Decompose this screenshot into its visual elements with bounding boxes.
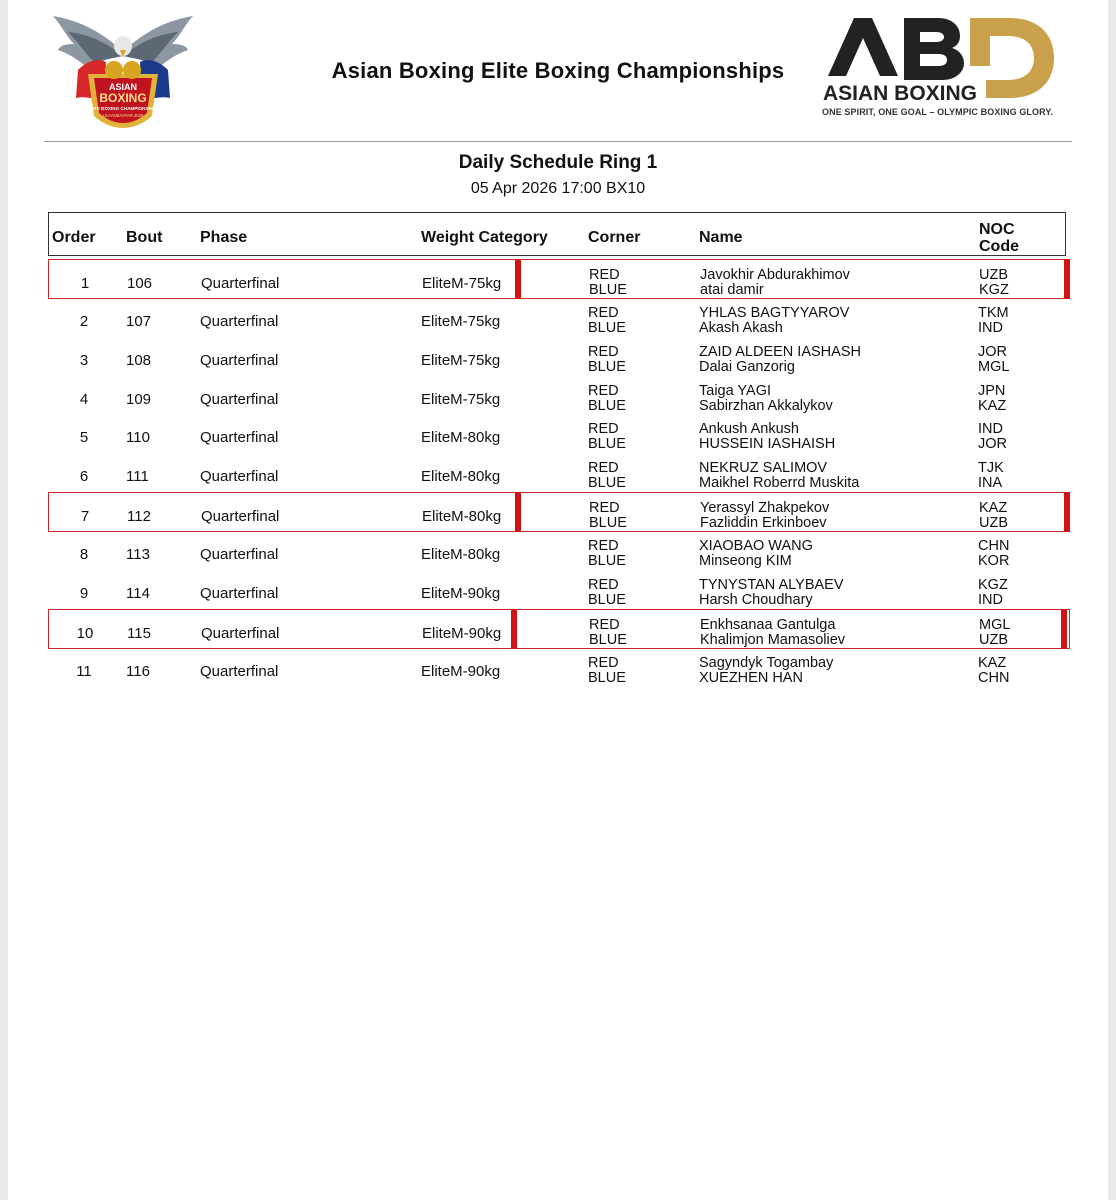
order-cell: 2 — [79, 313, 89, 330]
corner-blue: BLUE — [588, 592, 626, 608]
weight-cell: EliteM-75kg — [421, 313, 501, 330]
noc-cell — [978, 656, 1009, 686]
corner-red: RED — [588, 460, 619, 476]
red-noc-code: IND — [978, 421, 1003, 437]
corner-cell — [589, 618, 627, 648]
blue-boxer-name: Akash Akash — [699, 320, 783, 336]
table-row — [48, 298, 1070, 338]
blue-noc-code: IND — [978, 320, 1003, 336]
bout-cell: 107 — [126, 313, 152, 330]
noc-cell — [979, 501, 1008, 531]
corner-blue: BLUE — [589, 632, 627, 648]
corner-cell — [588, 384, 626, 414]
weight-cell: EliteM-75kg — [421, 352, 501, 369]
phase-cell: Quarterfinal — [201, 275, 280, 292]
noc-cell — [978, 461, 1004, 491]
logo-left-line1: ASIAN — [108, 82, 138, 92]
name-cell — [700, 501, 829, 531]
red-boxer-name: TYNYSTAN ALYBAEV — [699, 577, 844, 593]
corner-blue: BLUE — [588, 398, 626, 414]
red-boxer-name: Javokhir Abdurakhimov — [700, 267, 850, 283]
blue-boxer-name: Khalimjon Mamasoliev — [700, 632, 846, 648]
blue-boxer-name: Maikhel Roberrd Muskita — [699, 475, 860, 491]
name-cell — [700, 618, 845, 648]
blue-noc-code: KOR — [978, 553, 1010, 569]
weight-cell: EliteM-90kg — [421, 663, 501, 680]
blue-noc-code: CHN — [978, 670, 1010, 686]
red-noc-code: MGL — [979, 617, 1011, 633]
blue-boxer-name: HUSSEIN IASHAISH — [699, 436, 836, 452]
table-row — [48, 570, 1070, 610]
table-row — [48, 531, 1070, 571]
weight-cell: EliteM-90kg — [422, 625, 502, 642]
corner-red: RED — [588, 577, 619, 593]
table-row — [48, 609, 1070, 649]
corner-blue: BLUE — [588, 436, 626, 452]
bout-cell: 115 — [127, 625, 151, 642]
bout-cell: 109 — [126, 391, 152, 408]
blue-noc-code: UZB — [979, 515, 1008, 531]
weight-cell: EliteM-80kg — [422, 508, 502, 525]
table-row — [48, 259, 1070, 299]
header-divider — [44, 141, 1072, 142]
order-cell: 11 — [76, 663, 92, 680]
weight-cell: EliteM-80kg — [421, 468, 501, 485]
weight-cell: EliteM-80kg — [421, 546, 501, 563]
noc-cell — [978, 578, 1008, 608]
corner-red: RED — [588, 344, 619, 360]
corner-cell — [588, 539, 626, 569]
weight-cell: EliteM-75kg — [422, 275, 502, 292]
highlight-bar-left — [515, 492, 521, 532]
blue-boxer-name: Dalai Ganzorig — [699, 359, 795, 375]
phase-cell: Quarterfinal — [200, 352, 279, 369]
highlight-bar-right — [1061, 609, 1067, 649]
corner-cell — [588, 306, 626, 336]
bout-cell: 106 — [127, 275, 153, 292]
red-boxer-name: Enkhsanaa Gantulga — [700, 617, 836, 633]
table-row — [48, 492, 1070, 532]
red-boxer-name: Sagyndyk Togambay — [699, 655, 834, 671]
phase-cell: Quarterfinal — [200, 391, 279, 408]
corner-blue: BLUE — [588, 320, 626, 336]
corner-cell — [588, 461, 626, 491]
blue-boxer-name: XUEZHEN HAN — [699, 670, 803, 686]
noc-cell — [978, 539, 1009, 569]
weight-cell: EliteM-75kg — [421, 391, 501, 408]
order-cell: 7 — [80, 508, 90, 525]
corner-red: RED — [588, 421, 619, 437]
red-boxer-name: NEKRUZ SALIMOV — [699, 460, 828, 476]
blue-noc-code: INA — [978, 475, 1003, 491]
blue-noc-code: JOR — [978, 436, 1007, 452]
bout-cell: 113 — [126, 546, 150, 563]
corner-red: RED — [588, 655, 619, 671]
table-row — [48, 414, 1070, 454]
name-cell — [699, 539, 813, 569]
table-row — [48, 453, 1070, 493]
corner-blue: BLUE — [589, 515, 627, 531]
col-noc-line1: NOC — [979, 221, 1015, 238]
highlight-bar-right — [1064, 259, 1070, 299]
order-cell: 6 — [79, 468, 89, 485]
name-cell — [699, 422, 835, 452]
red-noc-code: TKM — [978, 305, 1009, 321]
name-cell — [699, 384, 833, 414]
bout-cell: 111 — [126, 468, 149, 485]
col-name: Name — [699, 229, 743, 246]
highlight-bar-right — [1064, 492, 1070, 532]
corner-cell — [588, 422, 626, 452]
col-noc-line2: Code — [979, 238, 1019, 255]
corner-cell — [588, 656, 626, 686]
red-boxer-name: Ankush Ankush — [699, 421, 799, 437]
logo-left-line3: ELITE BOXING CHAMPIONSHIPS — [86, 106, 160, 111]
red-noc-code: UZB — [979, 267, 1008, 283]
logo-right-brand: ASIAN BOXING — [823, 82, 978, 105]
order-cell: 1 — [80, 275, 90, 292]
table-row — [48, 376, 1070, 416]
weight-cell: EliteM-90kg — [421, 585, 501, 602]
table-row — [48, 337, 1070, 377]
col-bout: Bout — [126, 229, 163, 246]
bout-cell: 112 — [127, 508, 151, 525]
blue-noc-code: MGL — [978, 359, 1010, 375]
red-boxer-name: ZAID ALDEEN IASHASH — [699, 344, 861, 360]
red-noc-code: CHN — [978, 538, 1010, 554]
corner-red: RED — [589, 617, 620, 633]
blue-noc-code: KAZ — [978, 398, 1007, 414]
phase-cell: Quarterfinal — [201, 508, 280, 525]
order-cell: 3 — [79, 352, 89, 369]
bout-cell: 114 — [126, 585, 150, 602]
schedule-sheet — [8, 0, 1108, 1200]
corner-blue: BLUE — [588, 475, 626, 491]
highlight-bar-left — [511, 609, 517, 649]
bout-cell: 110 — [126, 429, 150, 446]
phase-cell: Quarterfinal — [200, 429, 279, 446]
name-cell — [699, 461, 859, 491]
phase-cell: Quarterfinal — [200, 546, 279, 563]
blue-boxer-name: Sabirzhan Akkalykov — [699, 398, 833, 414]
noc-cell — [978, 306, 1009, 336]
phase-cell: Quarterfinal — [200, 585, 279, 602]
noc-cell — [978, 345, 1009, 375]
name-cell — [699, 306, 849, 336]
table-header — [48, 212, 1066, 256]
red-noc-code: JOR — [978, 344, 1007, 360]
asian-boxing-logo — [820, 14, 1060, 124]
col-weight-category: Weight Category — [421, 229, 548, 246]
col-order: Order — [52, 229, 96, 246]
blue-noc-code: KGZ — [979, 282, 1009, 298]
logo-tagline: ONE SPIRIT, ONE GOAL – OLYMPIC BOXING GLORY. — [822, 107, 1054, 117]
corner-cell — [589, 501, 627, 531]
blue-boxer-name: Minseong KIM — [699, 553, 792, 569]
corner-red: RED — [588, 383, 619, 399]
phase-cell: Quarterfinal — [200, 313, 279, 330]
red-noc-code: JPN — [978, 383, 1006, 399]
bout-cell: 116 — [126, 663, 150, 680]
corner-red: RED — [589, 267, 620, 283]
order-cell: 5 — [79, 429, 89, 446]
blue-boxer-name: atai damir — [700, 282, 764, 298]
corner-cell — [588, 578, 626, 608]
noc-cell — [979, 618, 1010, 648]
red-boxer-name: Taiga YAGI — [699, 383, 772, 399]
blue-boxer-name: Harsh Choudhary — [699, 592, 813, 608]
red-noc-code: KAZ — [978, 655, 1007, 671]
name-cell — [700, 268, 850, 298]
corner-red: RED — [588, 305, 619, 321]
col-corner: Corner — [588, 229, 641, 246]
col-phase: Phase — [200, 229, 248, 246]
name-cell — [699, 656, 833, 686]
red-boxer-name: XIAOBAO WANG — [699, 538, 813, 554]
table-row — [48, 648, 1070, 688]
corner-blue: BLUE — [589, 282, 627, 298]
red-boxer-name: YHLAS BAGTYYAROV — [699, 305, 850, 321]
name-cell — [699, 578, 844, 608]
phase-cell: Quarterfinal — [200, 663, 279, 680]
schedule-subtitle: 05 Apr 2026 17:00 BX10 — [470, 180, 646, 197]
weight-cell: EliteM-80kg — [421, 429, 501, 446]
order-cell: 9 — [79, 585, 89, 602]
corner-blue: BLUE — [588, 359, 626, 375]
corner-cell — [589, 268, 627, 298]
championship-title: Asian Boxing Elite Boxing Championships — [331, 58, 785, 83]
schedule-title: Daily Schedule Ring 1 — [458, 152, 658, 173]
blue-boxer-name: Fazliddin Erkinboev — [700, 515, 827, 531]
noc-cell — [979, 268, 1009, 298]
bout-cell: 108 — [126, 352, 152, 369]
phase-cell: Quarterfinal — [200, 468, 279, 485]
red-noc-code: TJK — [978, 460, 1004, 476]
red-noc-code: KGZ — [978, 577, 1008, 593]
red-boxer-name: Yerassyl Zhakpekov — [700, 500, 830, 516]
col-noc-code — [979, 221, 1019, 255]
corner-blue: BLUE — [588, 670, 626, 686]
order-cell: 8 — [79, 546, 89, 563]
corner-blue: BLUE — [588, 553, 626, 569]
logo-left-line2: BOXING — [99, 91, 147, 105]
noc-cell — [978, 384, 1006, 414]
logo-left-line4: ULAANBAATAR 2026 — [102, 113, 144, 118]
corner-red: RED — [588, 538, 619, 554]
corner-cell — [588, 345, 626, 375]
name-cell — [699, 345, 861, 375]
highlight-bar-left — [515, 259, 521, 299]
noc-cell — [978, 422, 1007, 452]
blue-noc-code: UZB — [979, 632, 1008, 648]
order-cell: 4 — [79, 391, 89, 408]
red-noc-code: KAZ — [979, 500, 1008, 516]
order-cell: 10 — [76, 625, 94, 642]
phase-cell: Quarterfinal — [201, 625, 280, 642]
blue-noc-code: IND — [978, 592, 1003, 608]
corner-red: RED — [589, 500, 620, 516]
